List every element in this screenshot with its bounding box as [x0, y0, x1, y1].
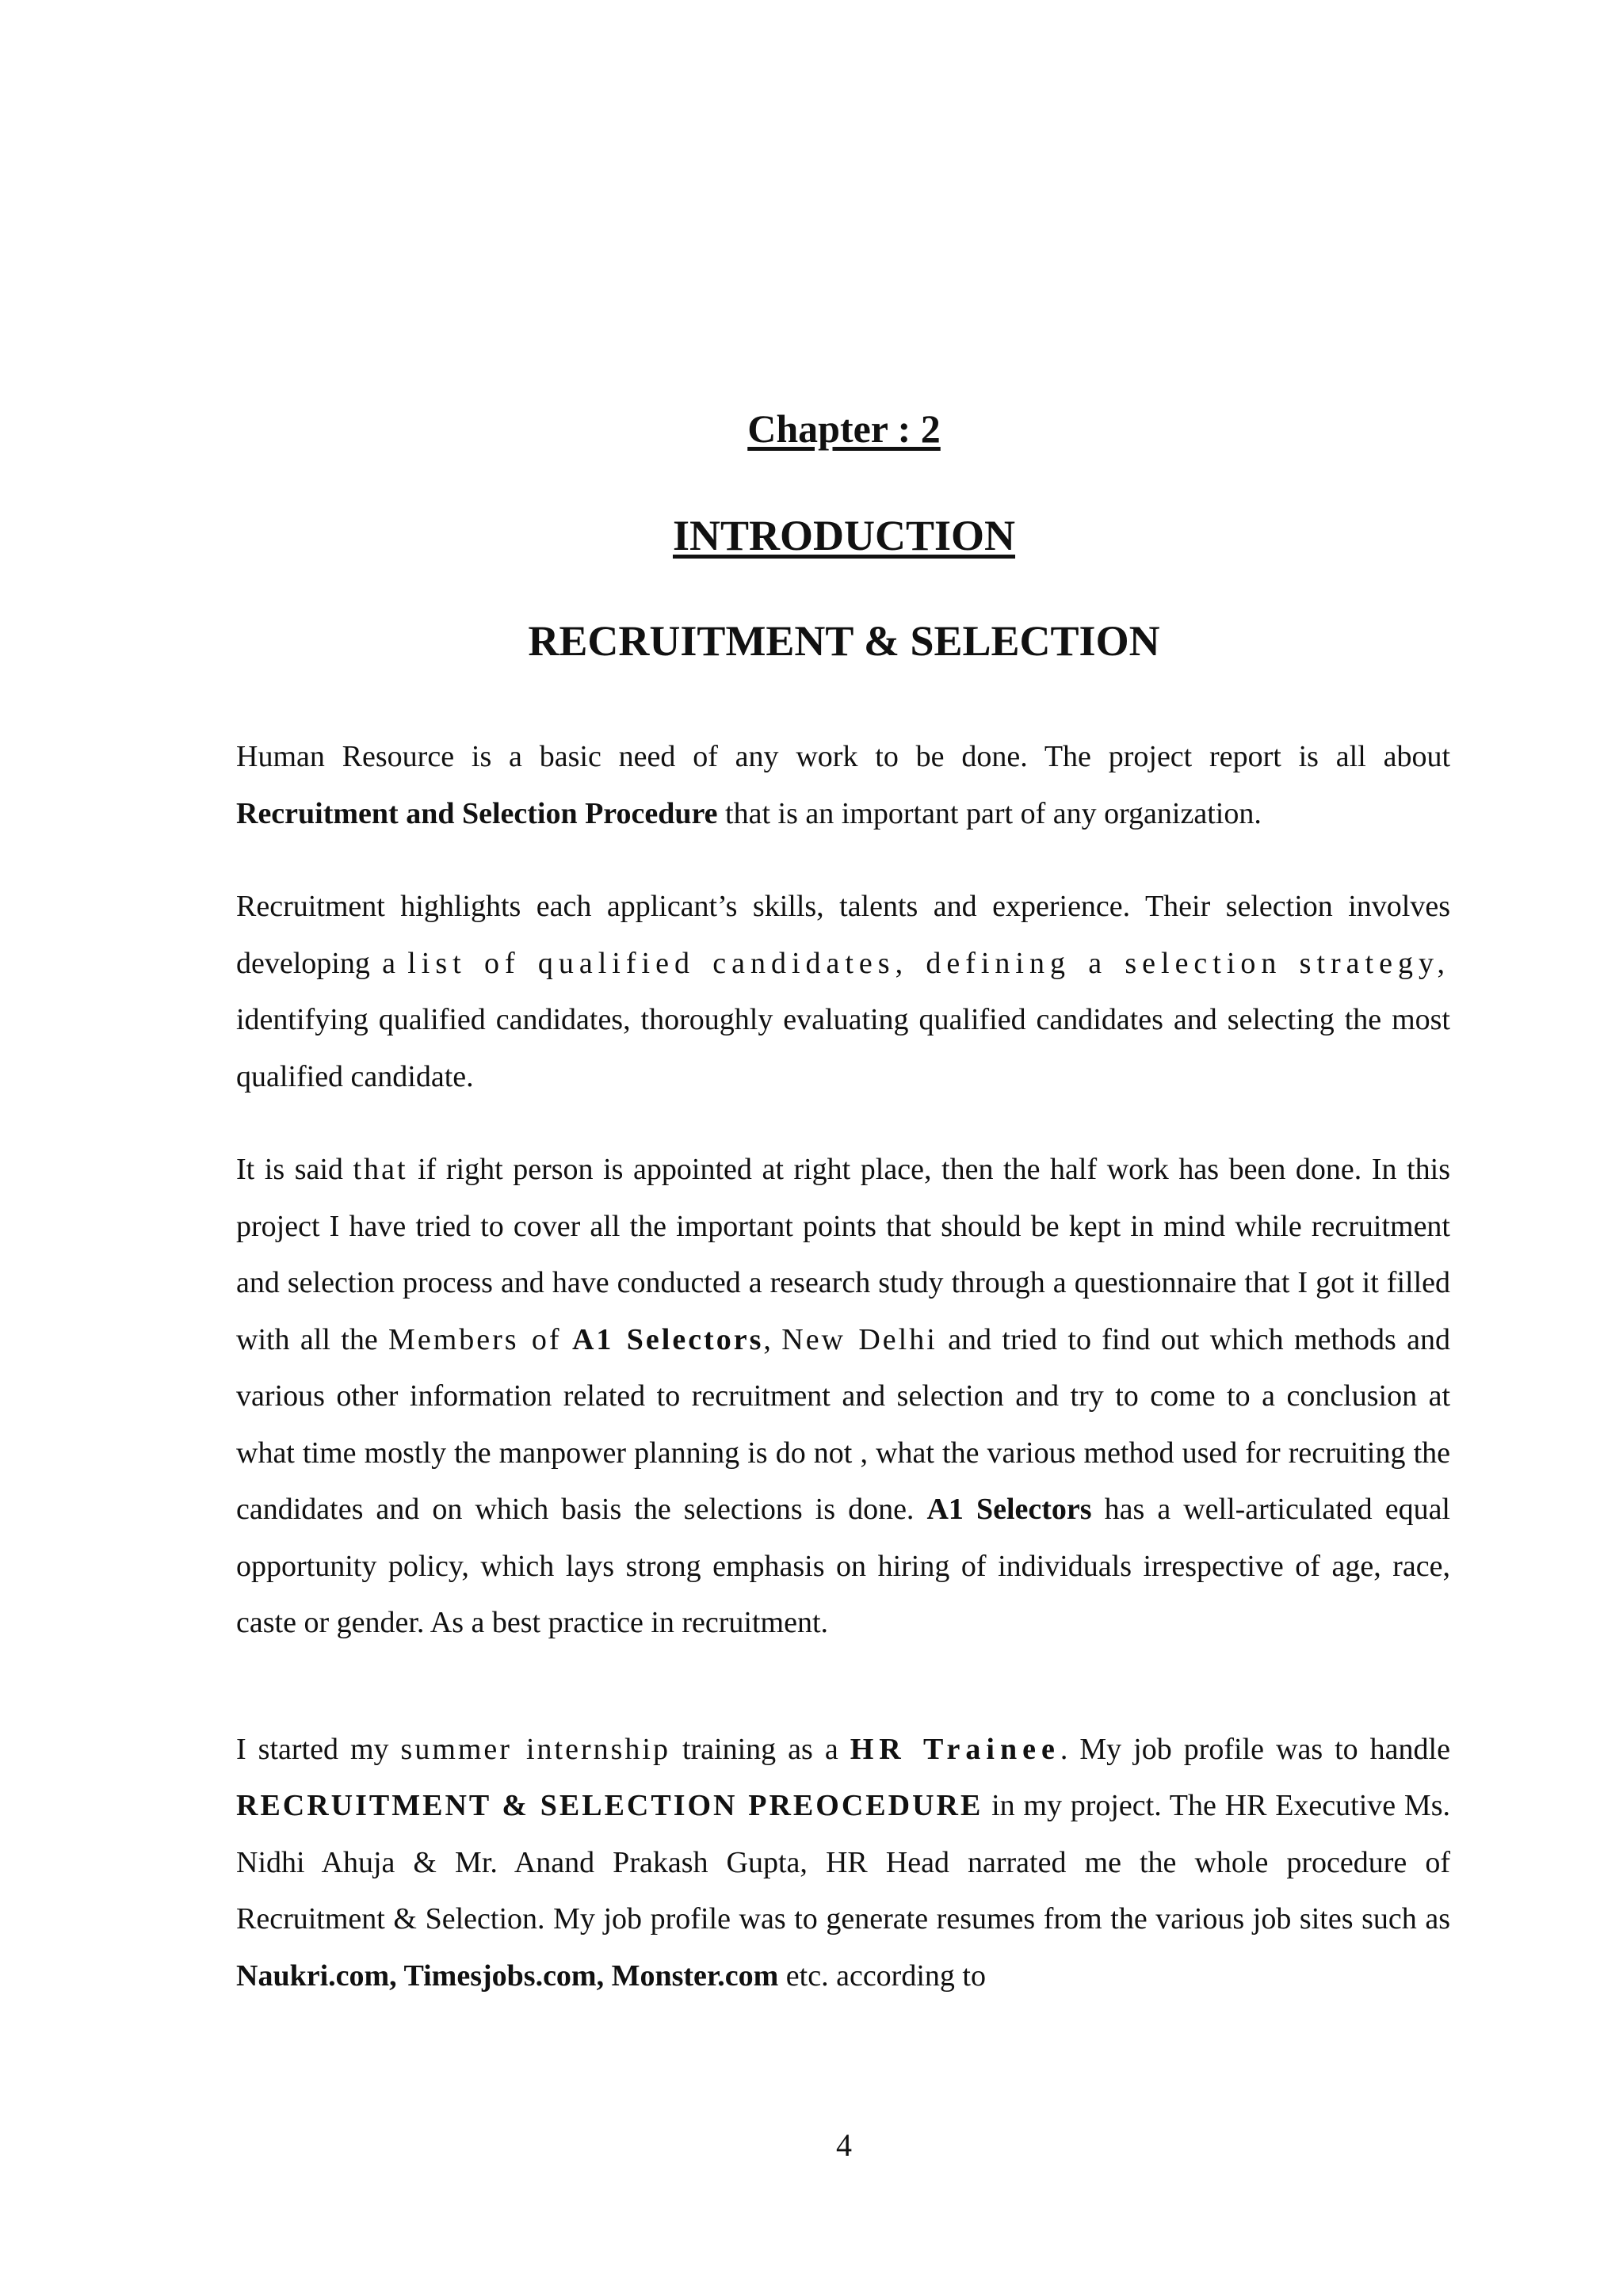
spaced-text: New Delhi [781, 1322, 938, 1356]
section-title: RECRUITMENT & SELECTION [528, 617, 1160, 665]
text-run: It is said [236, 1153, 353, 1186]
text-run: and tried to find out which methods and various other information related to recruitment and selection and try to come to a conclusion at what time mostly the manpower planning is do not , what the various method used for recruiting the candidates and on which basis the selections is done. [236, 1322, 1451, 1526]
text-run: training as a [670, 1732, 850, 1766]
spaced-text: Members of [388, 1322, 562, 1356]
text-run: identifying qualified candidates, thoroughly evaluating qualified candidates and selecting the most qualified candidate. [236, 1003, 1450, 1093]
spaced-text: summer internship [400, 1732, 670, 1766]
job-sites: Naukri.com, Timesjobs.com, Monster.com [236, 1958, 779, 1993]
paragraph-3 [236, 1142, 1450, 1652]
paragraph-4 [236, 1722, 1450, 2005]
text-run: Recruitment highlights each applicant’s skills, talents and experience. Their selection involves developing a [236, 890, 1450, 980]
text-run: etc. according to [778, 1958, 986, 1993]
spaced-text: list of qualified candidates, defining a selection strategy, [407, 946, 1450, 980]
body-text [236, 729, 1450, 2004]
text-run: . My job profile was to handle [1060, 1732, 1450, 1766]
text-run [562, 1323, 572, 1356]
paragraph-2 [236, 879, 1450, 1105]
bold-text: RECRUITMENT & SELECTION PREOCEDURE [236, 1789, 983, 1822]
text-run: that is an important part of any organization. [717, 796, 1262, 830]
spaced-text: that [353, 1153, 408, 1186]
text-run: if right person is appointed at right place, then the half work has been done. In this project I have tried to cover all the important points that should be kept in mind while recruitment and selection process and have conducted a research study through a questionnaire that I got it filled with all the [236, 1153, 1450, 1356]
text-run: in my project. The HR Executive Ms. Nidhi Ahuja & Mr. Anand Prakash Gupta, HR Head narrated me the whole procedure of Recruitment & Selection. My job profile was to generate resumes from the various job sites such as [236, 1789, 1450, 1936]
paragraph-1 [236, 729, 1450, 842]
text-run: I started my [236, 1732, 401, 1766]
company-name: A1 Selectors [926, 1493, 1092, 1526]
text-run: has a well-articulated equal opportunity policy, which lays strong emphasis on hiring of individuals irrespective of age, race, caste or gender. As a best practice in recruitment. [236, 1493, 1450, 1639]
company-name: A1 Selectors [571, 1322, 764, 1356]
page-number: 4 [836, 2127, 852, 2163]
text-run: Human Resource is a basic need of any work to be done. The project report is all about [236, 740, 1450, 773]
role-title: HR Trainee [850, 1732, 1060, 1766]
introduction-heading: INTRODUCTION [672, 512, 1016, 559]
text-run: , [763, 1322, 782, 1356]
chapter-heading: Chapter : 2 [747, 406, 941, 451]
bold-text: Recruitment and Selection Procedure [236, 796, 718, 830]
